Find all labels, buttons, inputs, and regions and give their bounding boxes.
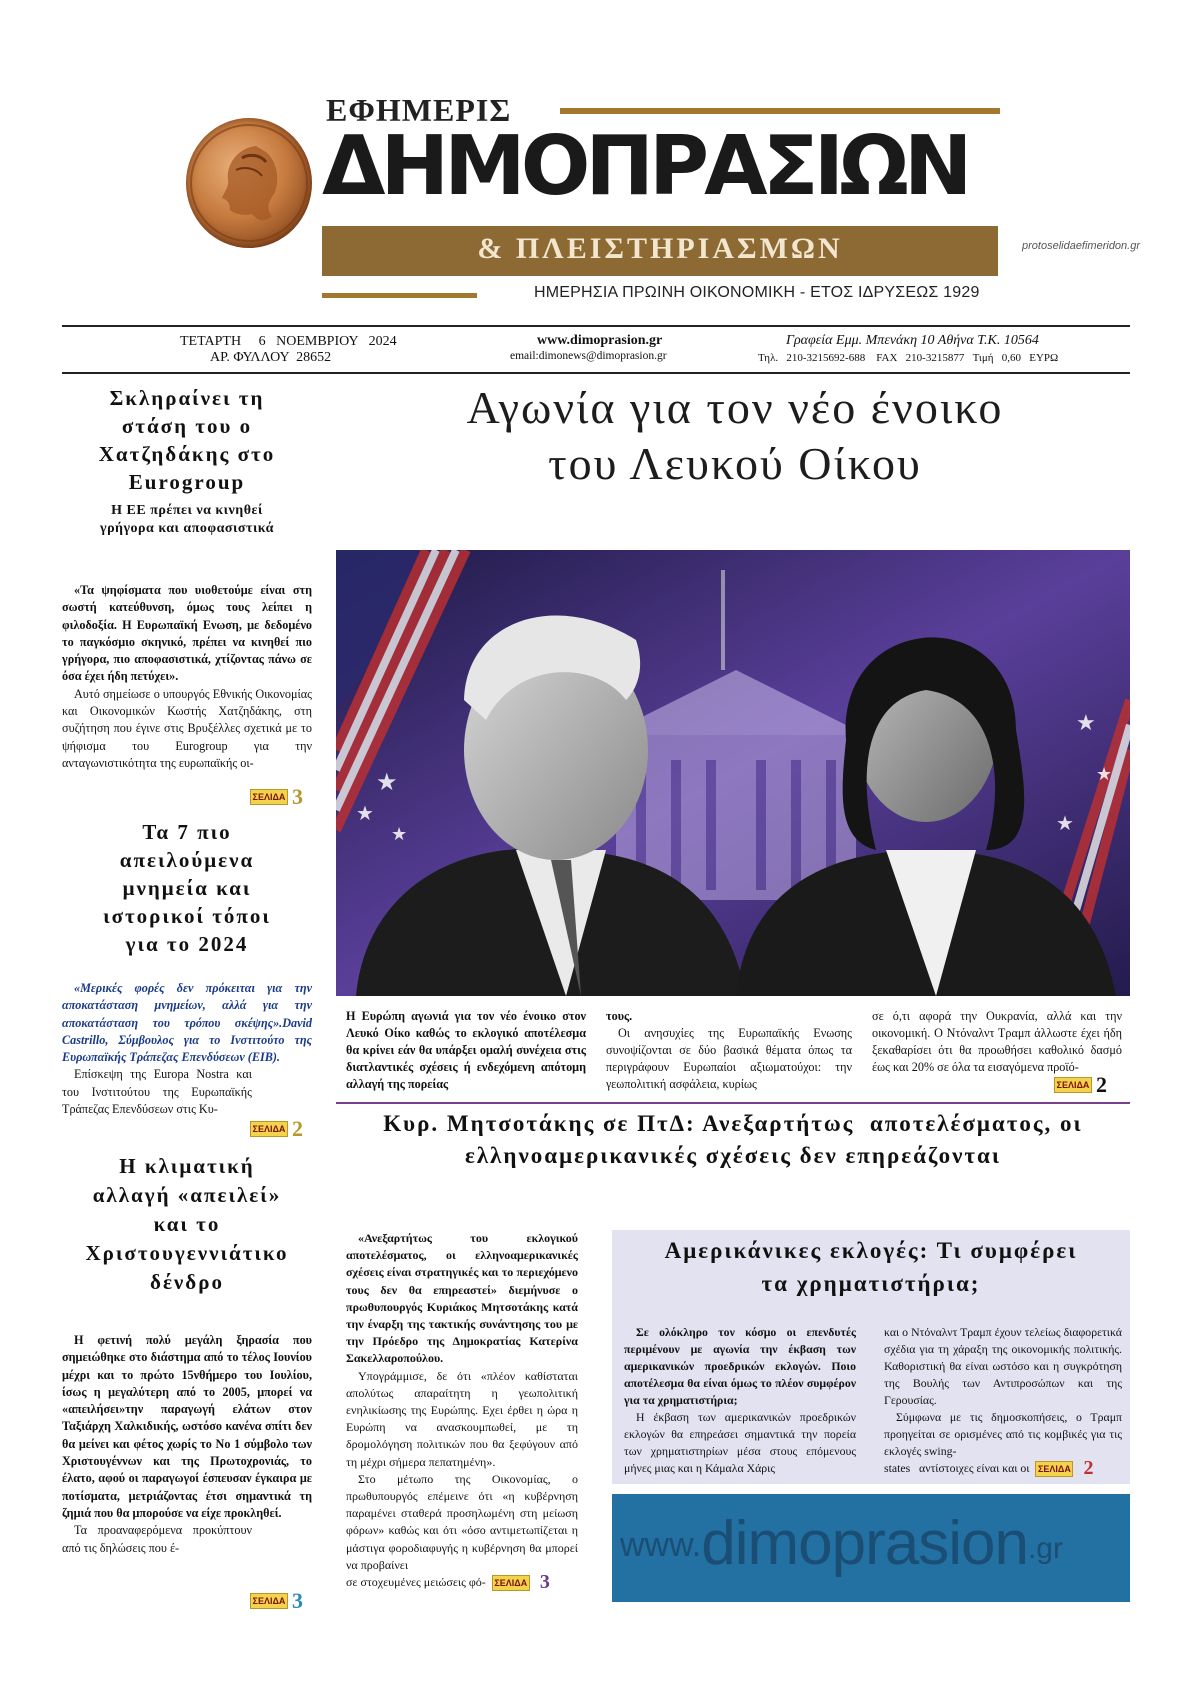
masthead-top-rule (560, 108, 1000, 114)
page-number[interactable]: 3 (539, 1571, 550, 1594)
page-number: 2 (292, 1116, 303, 1141)
selida-badge: ΣΕΛΙΔΑ (250, 789, 288, 805)
sidebar-story1-subhead: Η ΕΕ πρέπει να κινηθεί γρήγορα και αποφασιστικά (100, 503, 274, 536)
sidebar-story3-lead: Η φετινή πολύ μεγάλη ξηρασία που σημειώθηκε στο διάστημα από το τέλος Ιουνίου μέχρι και το πρώτο 15νθήμερο του Ιουλίου, ίσως η μεγαλύτερη από το 2005, μπορεί να «απειλήσει»την παραγωγή ελάτων στον Ταξιάρχη Χαλκιδικής, ωστόσο κανένα σπίτι δεν θα μείνει και φέτος χωρίς το Νο 1 σύμβολο των Χριστουγέννων και της Πρωτοχρονιάς, το έλατο, αφού οι παραγωγοί έσπευσαν έγκαιρα με ποτίσματα, μετριάζοντας έτσι σημαντικά τη ζημιά που θα μπορούσε να είχε προκληθεί. (62, 1333, 312, 1520)
ad-text: www.dimoprasion.gr (620, 1509, 1063, 1578)
markets-headline[interactable] (612, 1234, 1130, 1300)
issue-date: ΤΕΤΑΡΤΗ 6 ΝΟΕΜΒΡΙΟΥ 2024 (180, 334, 397, 349)
lead-caption-text2b: Οι ανησυχίες της Ευρωπαϊκής Ενωσης συνοψίζονται σε δύο βασικά θέματα όπως τα περιγράφουν Ευρωπαίοι αξιωματούχοι: την γεωπολιτική ασφάλεια, κυρίως (606, 1026, 852, 1091)
markets-col1 (624, 1324, 856, 1477)
sidebar-story1-headline[interactable]: Σκληραίνει τη στάση του ο Χατζηδάκης στο Eurogroup (98, 386, 276, 494)
mitsotakis-lead: «Ανεξαρτήτως του εκλογικού αποτελέσματος, οι ελληνοαμερικανικές σχέσεις είναι στρατηγικές και το περιεχόμενο τους δεν θα επηρεαστεί» διεμήνυσε ο πρωθυπουργός Κυριάκος Μητσοτάκης κατά την έναρξη της τακτικής συνάντησης του με την Πρόεδρο της Δημοκρατίας Κατερίνα Σακελλαροπούλου. (346, 1231, 578, 1366)
sidebar-story1-text (62, 582, 312, 772)
svg-text:★: ★ (1056, 813, 1074, 835)
lead-caption-text3: σε ό,τι αφορά την Ουκρανία, αλλά και την οικονομική. Ο Ντόναλντ Τραμπ άλλωστε έχει ήδη ξεκαθαρίσει ότι θα προωθήσει καθολικό δασμό έως και 20% σε όλα τα εισαγόμενα προϊό- (872, 1009, 1122, 1074)
masthead-tagline: ΗΜΕΡΗΣΙΑ ΠΡΩΙΝΗ ΟΙΚΟΝΟΜΙΚΗ - ΕΤΟΣ ΙΔΡΥΣΕΩΣ 1929 (534, 284, 980, 301)
lead-photo (336, 550, 1130, 996)
email-link[interactable]: email:dimonews@dimoprasion.gr (510, 350, 667, 362)
lead-caption-col1 (346, 1008, 586, 1093)
info-bottom-rule (62, 372, 1130, 374)
selida-badge[interactable]: ΣΕΛΙΔΑ (1035, 1461, 1073, 1477)
sidebar-story3-page-ref[interactable] (250, 1588, 303, 1614)
lead-headline-line1: Αγωνία για τον νέο ένοικο (466, 382, 1004, 433)
sidebar-story3-body: Τα προαναφερόμενα προκύπτουν από τις δηλώσεις που έ- (62, 1523, 252, 1555)
section-headline-line1: Κυρ. Μητσοτάκης σε ΠτΔ: Ανεξαρτήτως αποτελέσματος, οι (383, 1111, 1083, 1136)
mitsotakis-p2: Υπογράμμισε, δε ότι «πλέον καθίσταται απολύτως απαραίτητη η γεωπολιτική ενηλικίωσης της Ευρώπης. Εχει έρθει η ώρα η Ευρώπη να ανασκουμπωθεί, με τη δρομολόγηση πολιτικών που θα ξεφύγουν από τη μέχρι σήμερα πεπατημένη». (346, 1368, 578, 1469)
section-headline-line2: ελληνοαμερικανικές σχέσεις δεν επηρεάζονται (465, 1143, 1001, 1168)
masthead-bottom-rule (322, 293, 477, 298)
sidebar-story2-page-ref[interactable] (250, 1116, 303, 1142)
website-link[interactable]: www.dimoprasion.gr (537, 333, 663, 348)
svg-text:★: ★ (356, 803, 374, 825)
masthead-coin-logo (186, 118, 312, 248)
selida-badge: ΣΕΛΙΔΑ (250, 1593, 288, 1609)
masthead-pretitle: ΕΦΗΜΕΡΙΣ (326, 92, 512, 128)
website-ad-banner[interactable] (612, 1494, 1130, 1602)
sidebar-story1-quote: «Τα ψηφίσματα που υιοθετούμε είναι στη σωστή κατεύθυνση, όμως τους λείπει η φιλοδοξία. Η Ευρωπαϊκή Ενωση, με δεδομένο το παγκόσμιο σκηνικό, πρέπει να κινηθεί πιο γρήγορα, πιο αποφασιστικά, χτίζοντας πάνω σε όσα έχει ήδη πετύχει». (62, 583, 312, 684)
markets-p4-end: states αντίστοιχες είναι και οι ΣΕΛΙΔΑ 2 (884, 1457, 1094, 1479)
svg-text:★: ★ (376, 770, 398, 796)
issue-number: ΑΡ. ΦΥΛΛΟΥ 28652 (210, 350, 332, 365)
sidebar-story2-headline[interactable]: Τα 7 πιο απειλούμενα μνημεία και ιστορικοί τόποι για το 2024 (103, 820, 271, 956)
svg-text:★: ★ (1076, 710, 1096, 735)
lead-caption-text1: Η Ευρώπη αγωνιά για τον νέο ένοικο στον Λευκό Οίκο καθώς το εκλογικό αποτέλεσμα θα κρίνει εάν θα υπάρξει ομαλή συνέχεια στις διατλαντικές σχέσεις ή ενδεχόμενη απότομη αλλαγή της πορείας (346, 1009, 586, 1091)
markets-p2: Η έκβαση των αμερικανικών προεδρικών εκλογών θα επηρεάσει σημαντικά την πορεία των χρηματιστηρίων μέσα στους επόμενους μήνες μιας και η Κάμαλα Χάρις (624, 1410, 856, 1475)
svg-text:★: ★ (391, 824, 408, 844)
sidebar-story2-quote: «Μερικές φορές δεν πρόκειται για την αποκατάσταση μνημείων, αλλά για την αποκατάσταση του τρόπου σκέψης».David Castrillo, Σύμβουλος για το Ινστιτούτο της Ευρωπαϊκής Τράπεζας Επενδύσεων (EIB). (62, 981, 312, 1065)
lead-caption-col2 (606, 1008, 852, 1093)
sidebar-story3-headline[interactable]: Η κλιματική αλλαγή «απειλεί» και το Χριστουγεννιάτικο δένδρο (85, 1154, 289, 1294)
selida-badge: ΣΕΛΙΔΑ (1054, 1077, 1092, 1093)
masthead-subtitle: & ΠΛΕΙΣΤΗΡΙΑΣΜΩΝ (477, 232, 843, 265)
candidates-photo-illustration (336, 550, 1130, 996)
lead-caption-text2a: τους. (606, 1009, 633, 1023)
mitsotakis-story (346, 1230, 578, 1594)
mitsotakis-p3-end: σε στοχευμένες μειώσεις φό- ΣΕΛΙΔΑ 3 (346, 1571, 550, 1594)
section-headline[interactable] (336, 1108, 1130, 1172)
markets-headline-line1: Αμερικάνικες εκλογές: Τι συμφέρει (664, 1238, 1078, 1263)
markets-p3: και ο Ντόναλντ Τραμπ έχουν τελείως διαφορετικά σχέδια για τη χάραξη της οικονομικής πολιτικής. Καθοριστική θα είναι ωστόσο και η συγκρότηση της Βουλής των Αντιπροσώπων και της Γερουσίας. (884, 1325, 1122, 1407)
info-top-rule (62, 325, 1130, 327)
office-address: Γραφεία Εμμ. Μπενάκη 10 Αθήνα Τ.Κ. 10564 (786, 333, 1039, 348)
markets-col2 (884, 1324, 1122, 1477)
contact-phones: Τηλ. 210-3215692-688 FAX 210-3215877 Τιμή 0,60 ΕΥΡΩ (758, 352, 1059, 364)
sidebar-story2-body: Επίσκεψη της Europa Nostra και του Ινστιτούτου της Ευρωπαϊκής Τράπεζας Επενδύσεων στις Κυ- (62, 1067, 252, 1117)
lead-headline-line2: του Λευκού Οίκου (548, 438, 922, 489)
sidebar-story3-text (62, 1332, 312, 1557)
svg-text:★: ★ (1096, 764, 1113, 784)
markets-headline-line2: τα χρηματιστήρια; (761, 1271, 981, 1296)
lead-caption-col3 (872, 1008, 1122, 1076)
page-number: 3 (292, 784, 303, 809)
markets-lead: Σε ολόκληρο τον κόσμο οι επενδυτές περιμένουν με αγωνία την έκβαση των αμερικανικών προεδρικών εκλογών. Ποιο αποτέλεσμα θα είναι όμως το πλέον συμφέρον για τα χρηματιστήρια; (624, 1325, 856, 1407)
lead-page-ref[interactable] (1054, 1072, 1107, 1098)
page-number[interactable]: 2 (1083, 1457, 1094, 1479)
mitsotakis-p3: Στο μέτωπο της Οικονομίας, ο πρωθυπουργός επέμεινε ότι «η κυβέρνηση παραμένει σταθερά προσηλωμένη στη μείωση φόρων» καθώς και ότι «όσο αντιμετωπίζεται η μάστιγα φοροδιαφυγής η κυβέρνηση θα μπορεί να προβαίνει (346, 1471, 578, 1572)
page-number: 2 (1096, 1072, 1107, 1097)
sidebar-story1-page-ref[interactable] (250, 784, 303, 810)
selida-badge[interactable]: ΣΕΛΙΔΑ (492, 1575, 530, 1591)
section-divider (336, 1102, 1130, 1104)
sidebar-story2-text (62, 980, 312, 1118)
sidebar-story1-body: Αυτό σημείωσε ο υπουργός Εθνικής Οικονομίας και Οικονομικών Κωστής Χατζηδάκης, στη συζήτηση που έγινε στις Βρυξέλλες σχετικά με το ψήφισμα του Eurogroup για την ανταγωνιστικότητα της ευρωπαϊκής οι- (62, 686, 312, 770)
markets-p4: Σύμφωνα με τις δημοσκοπήσεις, ο Τραμπ προηγείται σε ορισμένες από τις κομβικές για τις εκλογές swing- (884, 1410, 1122, 1458)
page-number: 3 (292, 1588, 303, 1613)
coin-profile-icon (186, 118, 312, 248)
lead-headline[interactable] (390, 380, 1080, 492)
selida-badge: ΣΕΛΙΔΑ (250, 1121, 288, 1137)
masthead-title: ΔΗΜΟΠΡΑΣΙΩΝ (322, 119, 968, 214)
source-watermark: protoselidaefimeridon.gr (1022, 240, 1141, 252)
